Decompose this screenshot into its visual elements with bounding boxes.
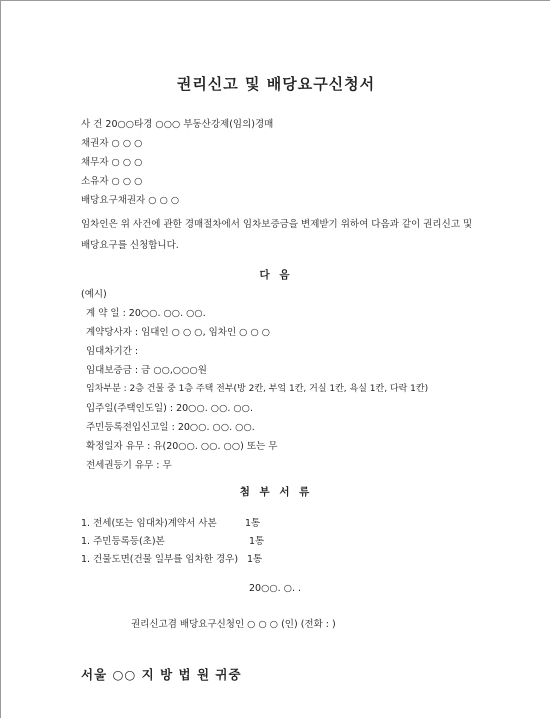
detail-line: 임차부분 : 2층 건물 중 1층 주택 전부(방 2칸, 부엌 1칸, 거실 1칸, 욕실 1칸, 다락 1칸) — [86, 384, 429, 394]
case-line: 사 건 20○○타경 ○○○ 부동산강제(임의)경매 — [81, 119, 274, 130]
intro-paragraph: 임차인은 위 사건에 관한 경매절차에서 임차보증금을 변제받기 위하여 다음과 같이 권리신고 및 배당요구를 신청합니다. — [81, 219, 473, 251]
document-date: 20○○. ○. . — [249, 583, 302, 594]
owner-line: 소유자 ○ ○ ○ — [81, 176, 143, 187]
attachment-name: 1. 전세(또는 임대차)계약서 사본 — [81, 518, 217, 529]
court-addressee: 서울 ○○ 지 방 법 원 귀중 — [81, 667, 242, 682]
detail-line: 전세권등기 유무 : 무 — [86, 460, 172, 471]
attachment-count: 1통 — [249, 536, 265, 547]
attachment-name: 1. 건물도면(건물 일부를 임차한 경우) — [81, 554, 239, 565]
detail-line: 임대보증금 : 금 ○○,○○○원 — [86, 365, 207, 376]
example-label: (예시) — [81, 289, 107, 300]
next-heading: 다 음 — [259, 269, 293, 281]
detail-line: 계 약 일 : 20○○. ○○. ○○. — [86, 308, 206, 319]
detail-line: 입주일(주택인도일) : 20○○. ○○. ○○. — [86, 403, 253, 414]
applicant-signature: 권리신고겸 배당요구신청인 ○ ○ ○ (인) (전화 : ) — [131, 619, 336, 630]
creditor-line: 채권자 ○ ○ ○ — [81, 138, 143, 149]
attachment-name: 1. 주민등록등(초)본 — [81, 536, 165, 547]
dividend-creditor-line: 배당요구채권자 ○ ○ ○ — [81, 195, 180, 206]
attachment-count: 1통 — [247, 554, 263, 565]
document-title: 권리신고 및 배당요구신청서 — [176, 75, 376, 93]
detail-line: 확정일자 유무 : 유(20○○. ○○. ○○) 또는 무 — [86, 441, 278, 452]
detail-line: 계약당사자 : 임대인 ○ ○ ○, 임차인 ○ ○ ○ — [86, 327, 271, 338]
attachments-heading: 첨 부 서 류 — [239, 486, 313, 498]
attachment-count: 1통 — [245, 518, 261, 529]
detail-line: 주민등록전입신고일 : 20○○. ○○. ○○. — [86, 422, 255, 433]
detail-line: 임대차기간 : — [86, 346, 139, 357]
debtor-line: 채무자 ○ ○ ○ — [81, 157, 143, 168]
